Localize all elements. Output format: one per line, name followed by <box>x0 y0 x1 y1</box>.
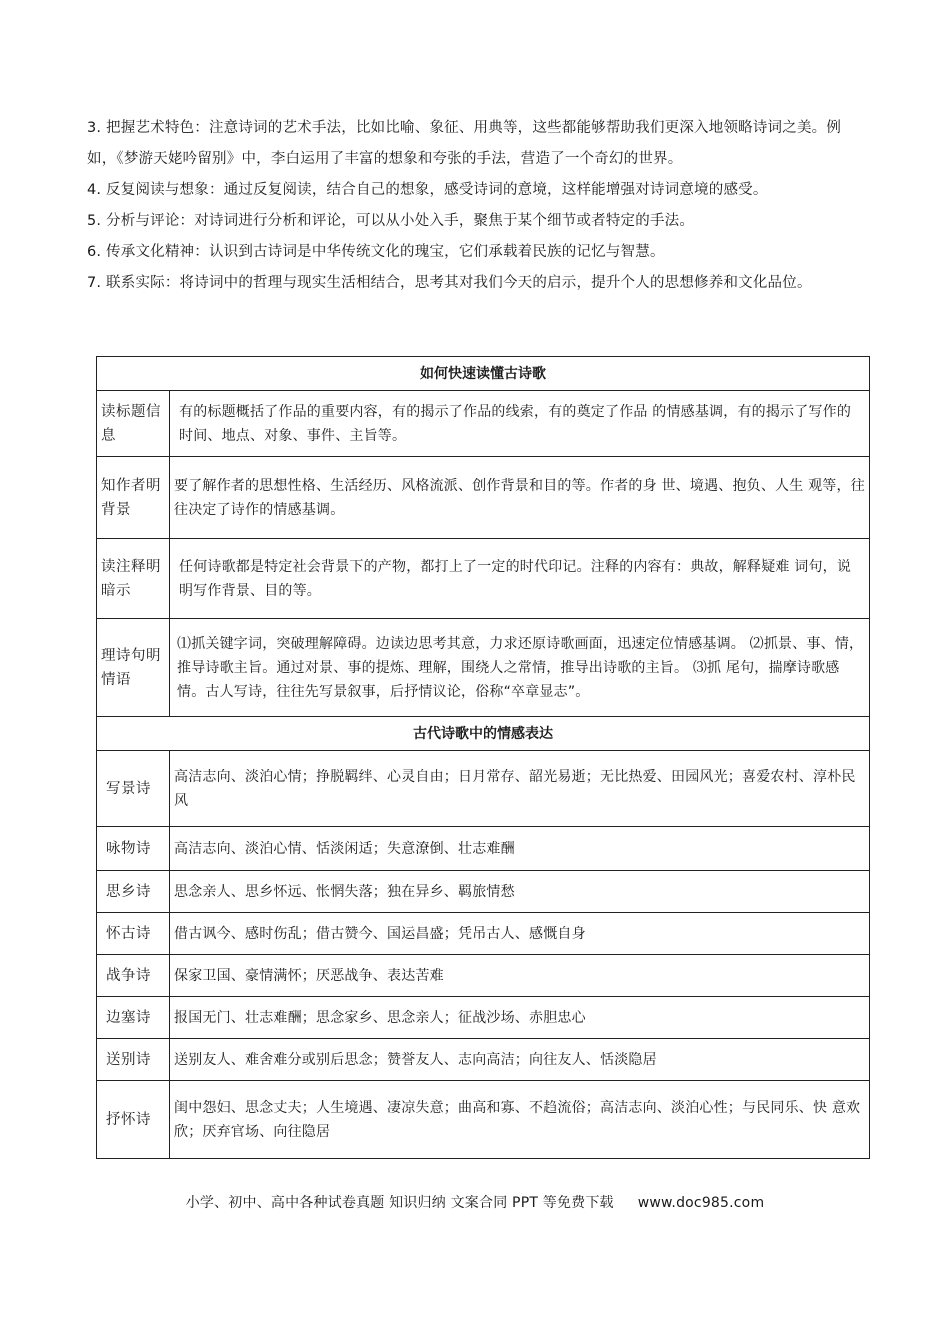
row-text: 思念亲人、思乡怀远、怅惘失落；独在异乡、羁旅情愁 <box>170 871 870 913</box>
row-label: 咏物诗 <box>97 827 170 871</box>
row-label: 怀古诗 <box>97 913 170 955</box>
section-title-emotion: 古代诗歌中的情感表达 <box>97 717 870 751</box>
table-row <box>97 539 870 619</box>
intro-item-6: 6. 传承文化精神：认识到古诗词是中华传统文化的瑰宝，它们承载着民族的记忆与智慧。 <box>87 244 665 260</box>
row-label: 边塞诗 <box>97 997 170 1039</box>
intro-item-4: 4. 反复阅读与想象：通过反复阅读，结合自己的想象，感受诗词的意境，这样能增强对诗词意境的感受。 <box>87 182 768 198</box>
intro-item-7: 7. 联系实际：将诗词中的哲理与现实生活相结合，思考其对我们今天的启示，提升个人的思想修养和文化品位。 <box>87 275 812 291</box>
table-row <box>97 619 870 717</box>
table-row <box>97 1039 870 1081</box>
row-text: 有的标题概括了作品的重要内容，有的揭示了作品的线索，有的奠定了作品 的情感基调，有的揭示了写作的时间、地点、对象、事件、主旨等。 <box>170 391 870 457</box>
row-text: 保家卫国、豪情满怀；厌恶战争、表达苦难 <box>170 955 870 997</box>
row-text: 高洁志向、淡泊心情；挣脱羁绊、心灵自由；日月常存、韶光易逝；无比热爱、田园风光；喜爱农村、淳朴民风 <box>170 751 870 827</box>
page-footer <box>0 1192 950 1212</box>
row-label: 读标题信息 <box>97 391 170 457</box>
row-text: 闺中怨妇、思念丈夫；人生境遇、凄凉失意；曲高和寡、不趋流俗；高洁志向、淡泊心性；与民同乐、快 意欢欣；厌弃官场、向往隐居 <box>170 1081 870 1159</box>
intro-item-3: 3. 把握艺术特色：注意诗词的艺术手法，比如比喻、象征、用典等，这些都能够帮助我们更深入地领略诗词之美。例如，《梦游天姥吟留别》中，李白运用了丰富的想象和夸张的手法，营造了一个奇幻的世界。 <box>87 120 842 167</box>
footer-text: 小学、初中、高中各种试卷真题 知识归纳 文案合同 PPT 等免费下载 <box>185 1195 614 1211</box>
intro-list <box>87 113 865 299</box>
row-label: 思乡诗 <box>97 871 170 913</box>
section-title-reading: 如何快速读懂古诗歌 <box>97 357 870 391</box>
table-row <box>97 391 870 457</box>
row-text: 借古讽今、感时伤乱；借古赞今、国运昌盛；凭吊古人、感慨自身 <box>170 913 870 955</box>
row-text: 要了解作者的思想性格、生活经历、风格流派、创作背景和目的等。作者的身 世、境遇、抱负、人生 观等，往往决定了诗作的情感基调。 <box>170 457 870 539</box>
row-text: ⑴抓关键字词，突破理解障碍。边读边思考其意，力求还原诗歌画面，迅速定位情感基调。 ⑵抓景、事、情，推导诗歌主旨。通过对景、事的提炼、理解，围绕人之常情，推导出诗歌的主旨。 ⑶抓 尾句，揣摩诗歌感情。古人写诗，往往先写景叙事，后抒情议论，俗称“卒章显志”。 <box>170 619 870 717</box>
table-row <box>97 751 870 827</box>
footer-site-link[interactable]: www.doc985.com <box>637 1195 765 1211</box>
row-label: 写景诗 <box>97 751 170 827</box>
table-row <box>97 457 870 539</box>
row-text: 任何诗歌都是特定社会背景下的产物，都打上了一定的时代印记。注释的内容有：典故，解释疑难 词句，说明写作背景、目的等。 <box>170 539 870 619</box>
table-row <box>97 913 870 955</box>
row-label: 理诗句明情语 <box>97 619 170 717</box>
table-row <box>97 997 870 1039</box>
table-row <box>97 955 870 997</box>
row-label: 抒怀诗 <box>97 1081 170 1159</box>
poetry-table <box>96 356 870 1159</box>
row-text: 送别友人、难舍难分或别后思念；赞誉友人、志向高洁；向往友人、恬淡隐居 <box>170 1039 870 1081</box>
table-row <box>97 871 870 913</box>
row-label: 送别诗 <box>97 1039 170 1081</box>
table-row <box>97 827 870 871</box>
row-label: 读注释明暗示 <box>97 539 170 619</box>
table-row <box>97 1081 870 1159</box>
row-text: 报国无门、壮志难酬；思念家乡、思念亲人；征战沙场、赤胆忠心 <box>170 997 870 1039</box>
row-label: 知作者明背景 <box>97 457 170 539</box>
intro-item-5: 5. 分析与评论：对诗词进行分析和评论，可以从小处入手，聚焦于某个细节或者特定的手法。 <box>87 213 695 229</box>
row-label: 战争诗 <box>97 955 170 997</box>
row-text: 高洁志向、淡泊心情、恬淡闲适；失意潦倒、壮志难酬 <box>170 827 870 871</box>
